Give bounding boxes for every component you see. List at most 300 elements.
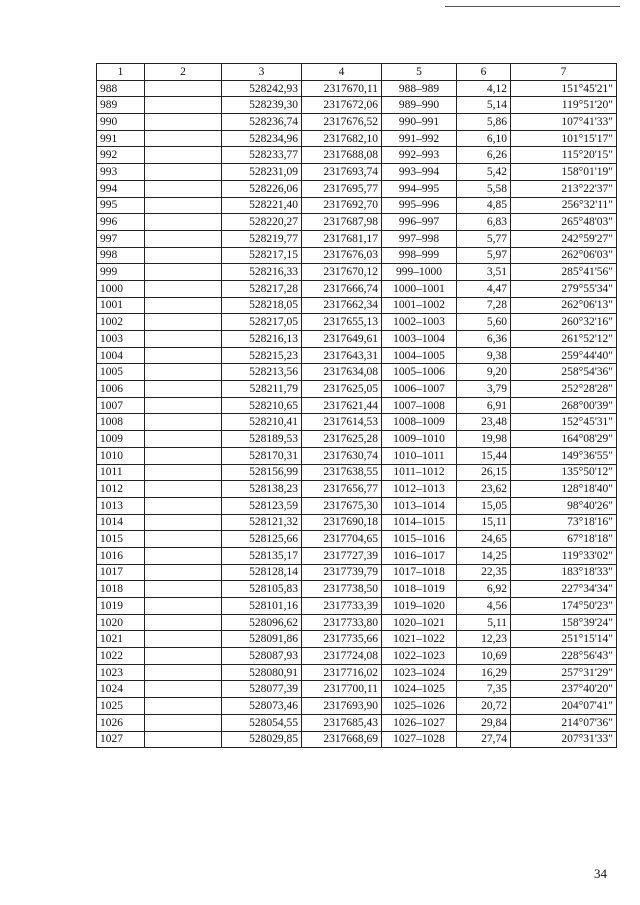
table-cell-col5: 994–995 bbox=[382, 180, 457, 197]
table-cell-col7: 268°00'39" bbox=[511, 397, 617, 414]
table-cell-col2 bbox=[145, 481, 222, 498]
table-cell-col3: 528231,09 bbox=[222, 164, 302, 181]
table-cell-col7: 107°41'33" bbox=[511, 114, 617, 131]
table-cell-col1: 995 bbox=[97, 197, 145, 214]
table-cell-col1: 1025 bbox=[97, 698, 145, 715]
table-cell-col5: 998–999 bbox=[382, 247, 457, 264]
table-cell-col1: 990 bbox=[97, 114, 145, 131]
table-cell-col2 bbox=[145, 197, 222, 214]
table-cell-col4: 2317649,61 bbox=[302, 331, 382, 348]
table-cell-col1: 1009 bbox=[97, 431, 145, 448]
table-cell-col6: 4,85 bbox=[457, 197, 511, 214]
table-cell-col5: 995–996 bbox=[382, 197, 457, 214]
table-cell-col5: 990–991 bbox=[382, 114, 457, 131]
table-cell-col2 bbox=[145, 598, 222, 615]
table-cell-col2 bbox=[145, 431, 222, 448]
table-cell-col5: 1004–1005 bbox=[382, 347, 457, 364]
table-cell-col1: 1015 bbox=[97, 531, 145, 548]
table-cell-col1: 1008 bbox=[97, 414, 145, 431]
column-header-7: 7 bbox=[511, 64, 617, 81]
table-row bbox=[97, 180, 617, 197]
table-row bbox=[97, 681, 617, 698]
table-cell-col1: 1013 bbox=[97, 497, 145, 514]
table-row bbox=[97, 547, 617, 564]
table-cell-col2 bbox=[145, 114, 222, 131]
table-cell-col7: 119°33'02" bbox=[511, 547, 617, 564]
table-cell-col5: 1001–1002 bbox=[382, 297, 457, 314]
table-cell-col2 bbox=[145, 147, 222, 164]
table-cell-col1: 1023 bbox=[97, 664, 145, 681]
table-cell-col4: 2317700,11 bbox=[302, 681, 382, 698]
table-cell-col3: 528073,46 bbox=[222, 698, 302, 715]
table-cell-col3: 528218,05 bbox=[222, 297, 302, 314]
table-body bbox=[97, 80, 617, 748]
table-cell-col5: 1020–1021 bbox=[382, 614, 457, 631]
table-cell-col1: 1020 bbox=[97, 614, 145, 631]
table-cell-col3: 528221,40 bbox=[222, 197, 302, 214]
table-cell-col4: 2317704,65 bbox=[302, 531, 382, 548]
table-cell-col6: 15,05 bbox=[457, 497, 511, 514]
table-cell-col5: 1005–1006 bbox=[382, 364, 457, 381]
table-row bbox=[97, 464, 617, 481]
table-cell-col2 bbox=[145, 698, 222, 715]
table-cell-col5: 989–990 bbox=[382, 97, 457, 114]
table-cell-col5: 1006–1007 bbox=[382, 381, 457, 398]
table-cell-col6: 5,14 bbox=[457, 97, 511, 114]
table-cell-col6: 5,77 bbox=[457, 230, 511, 247]
table-cell-col6: 5,97 bbox=[457, 247, 511, 264]
table-cell-col7: 213°22'37" bbox=[511, 180, 617, 197]
table-cell-col1: 988 bbox=[97, 80, 145, 97]
table-row bbox=[97, 664, 617, 681]
table-cell-col2 bbox=[145, 347, 222, 364]
table-cell-col3: 528236,74 bbox=[222, 114, 302, 131]
table-cell-col5: 1016–1017 bbox=[382, 547, 457, 564]
table-cell-col2 bbox=[145, 97, 222, 114]
table-cell-col3: 528091,86 bbox=[222, 631, 302, 648]
table-cell-col1: 1011 bbox=[97, 464, 145, 481]
table-cell-col3: 528239,30 bbox=[222, 97, 302, 114]
table-cell-col3: 528156,99 bbox=[222, 464, 302, 481]
table-cell-col6: 5,60 bbox=[457, 314, 511, 331]
table-cell-col6: 22,35 bbox=[457, 564, 511, 581]
table-cell-col5: 1014–1015 bbox=[382, 514, 457, 531]
table-cell-col4: 2317738,50 bbox=[302, 581, 382, 598]
table-cell-col7: 259°44'40" bbox=[511, 347, 617, 364]
table-cell-col7: 174°50'23" bbox=[511, 598, 617, 615]
page-number: 34 bbox=[594, 866, 607, 881]
table-row bbox=[97, 598, 617, 615]
table-cell-col3: 528216,33 bbox=[222, 264, 302, 281]
table-cell-col2 bbox=[145, 80, 222, 97]
table-cell-col7: 158°01'19" bbox=[511, 164, 617, 181]
table-cell-col4: 2317735,66 bbox=[302, 631, 382, 648]
table-cell-col4: 2317693,90 bbox=[302, 698, 382, 715]
table-cell-col1: 1024 bbox=[97, 681, 145, 698]
table-cell-col7: 115°20'15" bbox=[511, 147, 617, 164]
table-cell-col4: 2317733,80 bbox=[302, 614, 382, 631]
table-cell-col7: 135°50'12" bbox=[511, 464, 617, 481]
table-cell-col3: 528135,17 bbox=[222, 547, 302, 564]
table-cell-col6: 7,35 bbox=[457, 681, 511, 698]
table-row bbox=[97, 130, 617, 147]
table-cell-col1: 1027 bbox=[97, 731, 145, 748]
table-cell-col3: 528054,55 bbox=[222, 714, 302, 731]
table-cell-col2 bbox=[145, 648, 222, 665]
table-cell-col7: 98°40'26" bbox=[511, 497, 617, 514]
table-cell-col7: 228°56'43" bbox=[511, 648, 617, 665]
table-cell-col6: 14,25 bbox=[457, 547, 511, 564]
table-cell-col5: 1025–1026 bbox=[382, 698, 457, 715]
table-cell-col3: 528128,14 bbox=[222, 564, 302, 581]
table-cell-col4: 2317630,74 bbox=[302, 447, 382, 464]
table-cell-col4: 2317638,55 bbox=[302, 464, 382, 481]
table-cell-col5: 993–994 bbox=[382, 164, 457, 181]
table-cell-col6: 9,20 bbox=[457, 364, 511, 381]
table-cell-col2 bbox=[145, 164, 222, 181]
table-cell-col2 bbox=[145, 581, 222, 598]
table-cell-col5: 992–993 bbox=[382, 147, 457, 164]
table-cell-col3: 528029,85 bbox=[222, 731, 302, 748]
table-cell-col4: 2317672,06 bbox=[302, 97, 382, 114]
table-cell-col5: 1010–1011 bbox=[382, 447, 457, 464]
table-cell-col7: 227°34'34" bbox=[511, 581, 617, 598]
table-cell-col5: 1012–1013 bbox=[382, 481, 457, 498]
table-cell-col4: 2317685,43 bbox=[302, 714, 382, 731]
coordinates-table bbox=[96, 63, 617, 748]
table-cell-col2 bbox=[145, 447, 222, 464]
table-cell-col3: 528138,23 bbox=[222, 481, 302, 498]
table-row bbox=[97, 648, 617, 665]
table-cell-col5: 1013–1014 bbox=[382, 497, 457, 514]
table-cell-col7: 252°28'28" bbox=[511, 381, 617, 398]
table-cell-col3: 528233,77 bbox=[222, 147, 302, 164]
table-cell-col4: 2317614,53 bbox=[302, 414, 382, 431]
table-row bbox=[97, 331, 617, 348]
table-cell-col4: 2317666,74 bbox=[302, 280, 382, 297]
table-row bbox=[97, 514, 617, 531]
table-cell-col5: 1008–1009 bbox=[382, 414, 457, 431]
table-cell-col4: 2317670,12 bbox=[302, 264, 382, 281]
table-cell-col5: 1018–1019 bbox=[382, 581, 457, 598]
table-cell-col2 bbox=[145, 631, 222, 648]
table-cell-col4: 2317687,98 bbox=[302, 214, 382, 231]
table-cell-col5: 1026–1027 bbox=[382, 714, 457, 731]
table-cell-col1: 1012 bbox=[97, 481, 145, 498]
table-cell-col2 bbox=[145, 214, 222, 231]
table-cell-col2 bbox=[145, 681, 222, 698]
table-cell-col6: 4,12 bbox=[457, 80, 511, 97]
table-cell-col2 bbox=[145, 664, 222, 681]
table-row bbox=[97, 164, 617, 181]
table-row bbox=[97, 364, 617, 381]
table-row bbox=[97, 230, 617, 247]
table-cell-col4: 2317668,69 bbox=[302, 731, 382, 748]
table-cell-col1: 1003 bbox=[97, 331, 145, 348]
table-row bbox=[97, 214, 617, 231]
table-cell-col7: 164°08'29" bbox=[511, 431, 617, 448]
table-cell-col2 bbox=[145, 547, 222, 564]
table-cell-col3: 528101,16 bbox=[222, 598, 302, 615]
table-cell-col2 bbox=[145, 247, 222, 264]
table-cell-col6: 27,74 bbox=[457, 731, 511, 748]
table-row bbox=[97, 714, 617, 731]
table-cell-col3: 528217,15 bbox=[222, 247, 302, 264]
table-cell-col4: 2317727,39 bbox=[302, 547, 382, 564]
table-cell-col7: 183°18'33" bbox=[511, 564, 617, 581]
table-cell-col1: 992 bbox=[97, 147, 145, 164]
table-cell-col1: 1004 bbox=[97, 347, 145, 364]
table-row bbox=[97, 314, 617, 331]
table-cell-col3: 528242,93 bbox=[222, 80, 302, 97]
table-cell-col3: 528220,27 bbox=[222, 214, 302, 231]
table-cell-col4: 2317681,17 bbox=[302, 230, 382, 247]
table-cell-col2 bbox=[145, 531, 222, 548]
table-cell-col7: 119°51'20" bbox=[511, 97, 617, 114]
table-cell-col2 bbox=[145, 614, 222, 631]
table-cell-col5: 1021–1022 bbox=[382, 631, 457, 648]
table-cell-col4: 2317625,05 bbox=[302, 381, 382, 398]
table-row bbox=[97, 197, 617, 214]
table-cell-col4: 2317716,02 bbox=[302, 664, 382, 681]
table-cell-col3: 528096,62 bbox=[222, 614, 302, 631]
table-cell-col6: 10,69 bbox=[457, 648, 511, 665]
table-row bbox=[97, 264, 617, 281]
table-row bbox=[97, 347, 617, 364]
table-cell-col6: 24,65 bbox=[457, 531, 511, 548]
table-cell-col1: 1006 bbox=[97, 381, 145, 398]
table-cell-col7: 207°31'33" bbox=[511, 731, 617, 748]
column-header-6: 6 bbox=[457, 64, 511, 81]
table-cell-col4: 2317675,30 bbox=[302, 497, 382, 514]
table-cell-col3: 528121,32 bbox=[222, 514, 302, 531]
table-cell-col1: 1026 bbox=[97, 714, 145, 731]
table-cell-col2 bbox=[145, 397, 222, 414]
table-row bbox=[97, 114, 617, 131]
table-cell-col6: 3,79 bbox=[457, 381, 511, 398]
table-cell-col7: 251°15'14" bbox=[511, 631, 617, 648]
table-row bbox=[97, 481, 617, 498]
table-cell-col3: 528105,83 bbox=[222, 581, 302, 598]
table-cell-col7: 73°18'16" bbox=[511, 514, 617, 531]
table-cell-col7: 262°06'03" bbox=[511, 247, 617, 264]
table-cell-col1: 1019 bbox=[97, 598, 145, 615]
table-cell-col6: 7,28 bbox=[457, 297, 511, 314]
table-cell-col2 bbox=[145, 714, 222, 731]
table-cell-col1: 998 bbox=[97, 247, 145, 264]
table-row bbox=[97, 80, 617, 97]
table-cell-col2 bbox=[145, 180, 222, 197]
table-row bbox=[97, 564, 617, 581]
table-cell-col7: 258°54'36" bbox=[511, 364, 617, 381]
table-row bbox=[97, 247, 617, 264]
table-cell-col1: 1001 bbox=[97, 297, 145, 314]
table-cell-col6: 5,86 bbox=[457, 114, 511, 131]
table-cell-col7: 285°41'56" bbox=[511, 264, 617, 281]
table-cell-col6: 6,36 bbox=[457, 331, 511, 348]
table-cell-col4: 2317693,74 bbox=[302, 164, 382, 181]
table-cell-col7: 237°40'20" bbox=[511, 681, 617, 698]
table-cell-col3: 528125,66 bbox=[222, 531, 302, 548]
table-cell-col6: 5,58 bbox=[457, 180, 511, 197]
table-cell-col1: 1010 bbox=[97, 447, 145, 464]
table-cell-col6: 4,56 bbox=[457, 598, 511, 615]
table-cell-col6: 5,11 bbox=[457, 614, 511, 631]
table-cell-col1: 1005 bbox=[97, 364, 145, 381]
table-cell-col4: 2317662,34 bbox=[302, 297, 382, 314]
table-row bbox=[97, 731, 617, 748]
table-cell-col5: 1007–1008 bbox=[382, 397, 457, 414]
table-cell-col5: 1024–1025 bbox=[382, 681, 457, 698]
table-cell-col5: 1023–1024 bbox=[382, 664, 457, 681]
table-cell-col5: 1009–1010 bbox=[382, 431, 457, 448]
table-cell-col5: 1019–1020 bbox=[382, 598, 457, 615]
column-header-3: 3 bbox=[222, 64, 302, 81]
table-cell-col3: 528080,91 bbox=[222, 664, 302, 681]
table-cell-col2 bbox=[145, 331, 222, 348]
table-cell-col4: 2317655,13 bbox=[302, 314, 382, 331]
table-row bbox=[97, 447, 617, 464]
table-cell-col1: 997 bbox=[97, 230, 145, 247]
table-cell-col4: 2317739,79 bbox=[302, 564, 382, 581]
table-cell-col1: 994 bbox=[97, 180, 145, 197]
table-cell-col6: 20,72 bbox=[457, 698, 511, 715]
table-cell-col7: 214°07'36" bbox=[511, 714, 617, 731]
table-cell-col2 bbox=[145, 264, 222, 281]
table-cell-col2 bbox=[145, 414, 222, 431]
table-cell-col2 bbox=[145, 381, 222, 398]
table-cell-col7: 151°45'21" bbox=[511, 80, 617, 97]
table-cell-col6: 19,98 bbox=[457, 431, 511, 448]
table-cell-col1: 993 bbox=[97, 164, 145, 181]
table-cell-col6: 6,26 bbox=[457, 147, 511, 164]
table-cell-col7: 257°31'29" bbox=[511, 664, 617, 681]
table-row bbox=[97, 531, 617, 548]
table-cell-col5: 1011–1012 bbox=[382, 464, 457, 481]
table-cell-col7: 204°07'41" bbox=[511, 698, 617, 715]
table-cell-col7: 101°15'17" bbox=[511, 130, 617, 147]
table-cell-col7: 242°59'27" bbox=[511, 230, 617, 247]
table-cell-col4: 2317676,03 bbox=[302, 247, 382, 264]
column-header-1: 1 bbox=[97, 64, 145, 81]
table-cell-col4: 2317692,70 bbox=[302, 197, 382, 214]
table-cell-col7: 128°18'40" bbox=[511, 481, 617, 498]
table-cell-col3: 528215,23 bbox=[222, 347, 302, 364]
table-row bbox=[97, 581, 617, 598]
table-cell-col3: 528077,39 bbox=[222, 681, 302, 698]
table-cell-col5: 988–989 bbox=[382, 80, 457, 97]
table-row bbox=[97, 280, 617, 297]
table-cell-col2 bbox=[145, 464, 222, 481]
table-cell-col5: 1015–1016 bbox=[382, 531, 457, 548]
table-cell-col1: 1014 bbox=[97, 514, 145, 531]
table-cell-col1: 1022 bbox=[97, 648, 145, 665]
column-header-2: 2 bbox=[145, 64, 222, 81]
table-cell-col5: 1022–1023 bbox=[382, 648, 457, 665]
header-row bbox=[97, 64, 617, 81]
table-row bbox=[97, 297, 617, 314]
table-cell-col4: 2317670,11 bbox=[302, 80, 382, 97]
table-cell-col1: 1002 bbox=[97, 314, 145, 331]
table-cell-col5: 1017–1018 bbox=[382, 564, 457, 581]
table-cell-col6: 23,62 bbox=[457, 481, 511, 498]
table-cell-col1: 991 bbox=[97, 130, 145, 147]
table-cell-col6: 5,42 bbox=[457, 164, 511, 181]
table-cell-col1: 996 bbox=[97, 214, 145, 231]
table-cell-col5: 1003–1004 bbox=[382, 331, 457, 348]
table-row bbox=[97, 631, 617, 648]
column-header-5: 5 bbox=[382, 64, 457, 81]
table-cell-col6: 6,91 bbox=[457, 397, 511, 414]
table-cell-col1: 1021 bbox=[97, 631, 145, 648]
table-cell-col5: 996–997 bbox=[382, 214, 457, 231]
table-cell-col6: 15,11 bbox=[457, 514, 511, 531]
column-header-4: 4 bbox=[302, 64, 382, 81]
table-cell-col1: 1000 bbox=[97, 280, 145, 297]
table-cell-col4: 2317724,08 bbox=[302, 648, 382, 665]
table-cell-col6: 12,23 bbox=[457, 631, 511, 648]
table-cell-col3: 528216,13 bbox=[222, 331, 302, 348]
table-cell-col2 bbox=[145, 314, 222, 331]
table-cell-col4: 2317690,18 bbox=[302, 514, 382, 531]
table-cell-col7: 158°39'24" bbox=[511, 614, 617, 631]
table-cell-col7: 152°45'31" bbox=[511, 414, 617, 431]
table-cell-col5: 1027–1028 bbox=[382, 731, 457, 748]
table-cell-col6: 3,51 bbox=[457, 264, 511, 281]
table-cell-col2 bbox=[145, 130, 222, 147]
table-cell-col6: 6,10 bbox=[457, 130, 511, 147]
table-cell-col4: 2317634,08 bbox=[302, 364, 382, 381]
table-cell-col4: 2317676,52 bbox=[302, 114, 382, 131]
table-cell-col3: 528219,77 bbox=[222, 230, 302, 247]
table-cell-col1: 1007 bbox=[97, 397, 145, 414]
table-cell-col7: 149°36'55" bbox=[511, 447, 617, 464]
table-cell-col4: 2317733,39 bbox=[302, 598, 382, 615]
table-cell-col6: 4,47 bbox=[457, 280, 511, 297]
table-row bbox=[97, 381, 617, 398]
table-cell-col2 bbox=[145, 497, 222, 514]
table-cell-col5: 997–998 bbox=[382, 230, 457, 247]
table-cell-col2 bbox=[145, 731, 222, 748]
table-cell-col2 bbox=[145, 297, 222, 314]
table-cell-col7: 262°06'13" bbox=[511, 297, 617, 314]
table-row bbox=[97, 397, 617, 414]
table-cell-col5: 991–992 bbox=[382, 130, 457, 147]
table-cell-col3: 528213,56 bbox=[222, 364, 302, 381]
table-cell-col3: 528217,05 bbox=[222, 314, 302, 331]
table-cell-col4: 2317682,10 bbox=[302, 130, 382, 147]
table-cell-col7: 256°32'11" bbox=[511, 197, 617, 214]
table-cell-col6: 16,29 bbox=[457, 664, 511, 681]
table-cell-col4: 2317656,77 bbox=[302, 481, 382, 498]
table-cell-col4: 2317695,77 bbox=[302, 180, 382, 197]
table-row bbox=[97, 97, 617, 114]
table-cell-col3: 528087,93 bbox=[222, 648, 302, 665]
table-cell-col6: 6,92 bbox=[457, 581, 511, 598]
table-cell-col3: 528170,31 bbox=[222, 447, 302, 464]
table-cell-col4: 2317621,44 bbox=[302, 397, 382, 414]
table-cell-col3: 528234,96 bbox=[222, 130, 302, 147]
table-cell-col1: 989 bbox=[97, 97, 145, 114]
table-cell-col6: 9,38 bbox=[457, 347, 511, 364]
table-cell-col7: 265°48'03" bbox=[511, 214, 617, 231]
table-cell-col4: 2317688,08 bbox=[302, 147, 382, 164]
top-rule bbox=[445, 6, 620, 7]
table-row bbox=[97, 414, 617, 431]
table-cell-col6: 29,84 bbox=[457, 714, 511, 731]
table-row bbox=[97, 614, 617, 631]
table-row bbox=[97, 431, 617, 448]
